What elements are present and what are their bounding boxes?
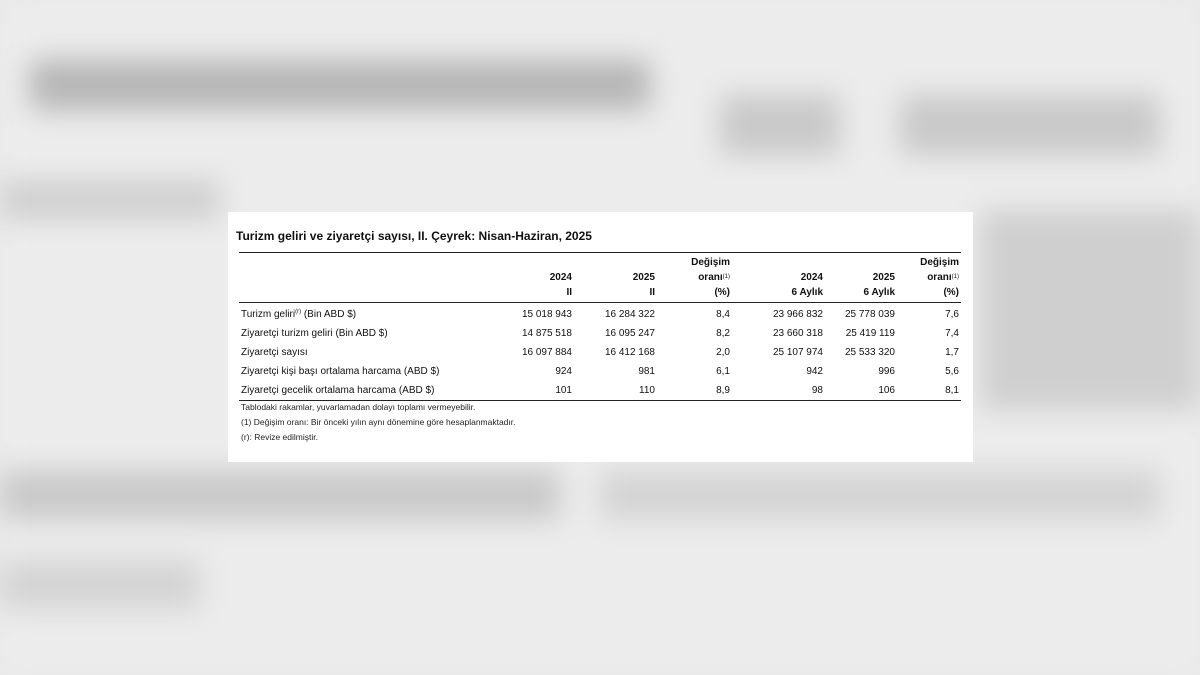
cell: 8,2: [716, 328, 730, 339]
cell: 942: [806, 366, 823, 377]
cell: 7,4: [945, 328, 959, 339]
cell: 14 875 518: [521, 328, 572, 339]
tourism-table: [239, 252, 961, 401]
note-rounding: Tablodaki rakamlar, yuvarlamadan dolayı toplamı vermeyebilir.: [241, 402, 476, 412]
cell: 8,1: [945, 385, 959, 396]
row-label: Turizm geliri$^{(r)}$ (Bin ABD $): [241, 309, 357, 320]
cell: 1,7: [945, 347, 959, 358]
header-cell-2025-q2: 2025 II: [574, 253, 657, 303]
cell: 25 419 119: [845, 328, 895, 339]
cell: 7,6: [945, 309, 959, 320]
cell: 8,4: [716, 309, 730, 320]
row-label: Ziyaretçi gecelik ortalama harcama (ABD $): [241, 385, 435, 396]
header-cell-change-6m: Değişim oranı$^{(1)}$ (%): [897, 253, 961, 303]
table-card: [228, 212, 973, 462]
table-row: [239, 324, 961, 343]
cell: 110: [639, 385, 655, 396]
cell: 98: [811, 385, 823, 396]
table-row: [239, 362, 961, 381]
cell: 23 966 832: [772, 309, 823, 320]
cell: 25 778 039: [844, 309, 895, 320]
header-cell-change-q: Değişim oranı$^{(1)}$ (%): [657, 253, 732, 303]
cell: 5,6: [945, 366, 959, 377]
header-row: [239, 253, 961, 303]
cell: 101: [555, 385, 572, 396]
cell: 2,0: [716, 347, 730, 358]
table-row: [239, 381, 961, 401]
table-notes: [241, 400, 516, 445]
cell: 981: [638, 366, 655, 377]
cell: 25 533 320: [844, 347, 895, 358]
header-cell-2024-6m: 2024 6 Aylık: [732, 253, 825, 303]
cell: 16 412 168: [604, 347, 655, 358]
cell: 106: [878, 385, 895, 396]
cell: 16 095 247: [604, 328, 655, 339]
table-row: [239, 343, 961, 362]
cell: 15 018 943: [521, 309, 572, 320]
row-label: Ziyaretçi turizm geliri (Bin ABD $): [241, 328, 388, 339]
note-revised: (r): Revize edilmiştir.: [241, 432, 318, 442]
cell: 23 660 318: [772, 328, 823, 339]
cell: 996: [878, 366, 895, 377]
cell: 6,1: [716, 366, 730, 377]
header-cell-2025-6m: 2025 6 Aylık: [825, 253, 897, 303]
table-title: Turizm geliri ve ziyaretçi sayısı, II. Çeyrek: Nisan-Haziran, 2025: [236, 229, 592, 243]
header-cell-label: [239, 253, 494, 303]
cell: 924: [555, 366, 572, 377]
row-label: Ziyaretçi sayısı: [241, 347, 308, 358]
table-row: [239, 303, 961, 325]
cell: 16 097 884: [521, 347, 572, 358]
cell: 16 284 322: [604, 309, 655, 320]
cell: 25 107 974: [772, 347, 823, 358]
header-cell-2024-q2: 2024 II: [494, 253, 574, 303]
cell: 8,9: [716, 385, 730, 396]
row-label: Ziyaretçi kişi başı ortalama harcama (ABD $): [241, 366, 440, 377]
note-change-rate: (1) Değişim oranı: Bir önceki yılın aynı dönemine göre hesaplanmaktadır.: [241, 417, 516, 427]
